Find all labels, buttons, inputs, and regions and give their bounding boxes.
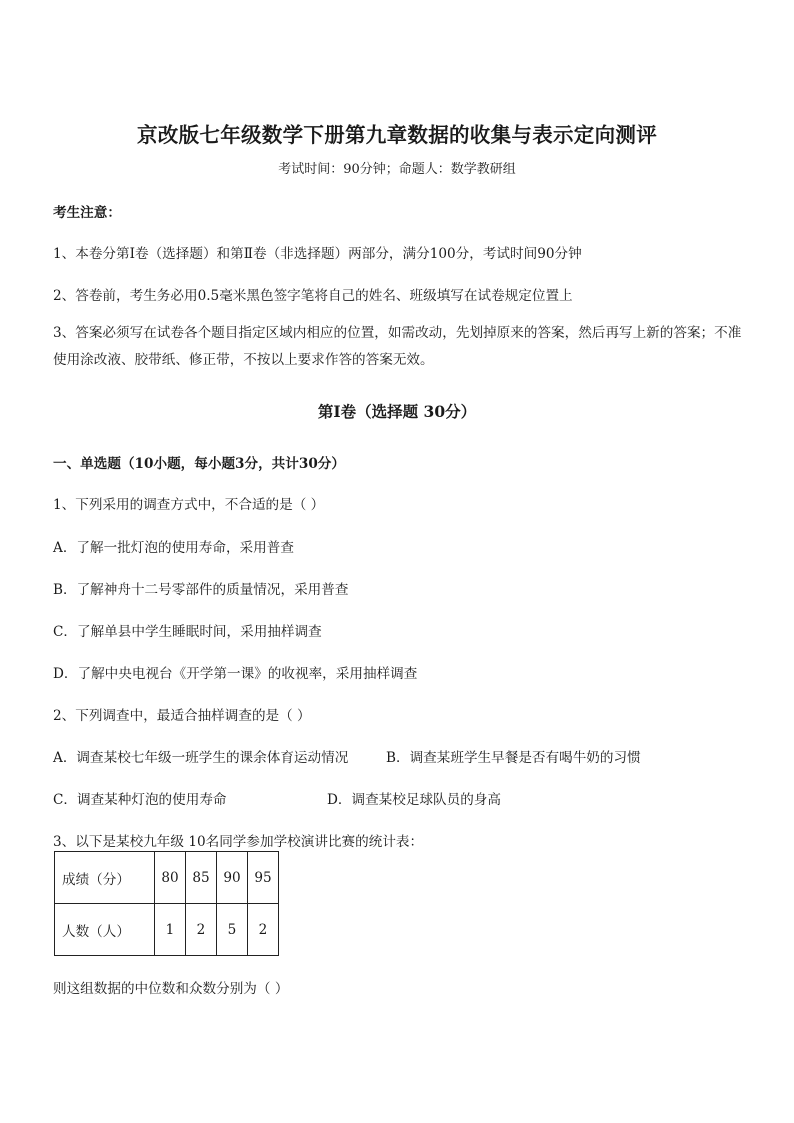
table-cell-score: 90 (217, 852, 248, 904)
question-3-followup: 则这组数据的中位数和众数分别为（ ） (53, 981, 289, 997)
exam-title: 京改版七年级数学下册第九章数据的收集与表示定向测评 (137, 123, 657, 147)
table-row (55, 852, 279, 904)
table-cell-count: 2 (186, 904, 217, 956)
table-cell-count: 1 (155, 904, 186, 956)
table-cell-count: 5 (217, 904, 248, 956)
table-cell-count: 2 (248, 904, 279, 956)
question-3-stem: 3、以下是某校九年级 10名同学参加学校演讲比赛的统计表： (53, 834, 424, 850)
question-1-option-a: A．了解一批灯泡的使用寿命，采用普查 (53, 540, 294, 556)
table-cell-count-label: 人数（人） (55, 904, 155, 956)
question-1-option-d: D．了解中央电视台《开学第一课》的收视率，采用抽样调查 (53, 666, 418, 682)
table-cell-score: 95 (248, 852, 279, 904)
table-row (55, 904, 279, 956)
question-1-option-c: C．了解单县中学生睡眠时间，采用抽样调查 (53, 624, 322, 640)
question-2-option-a: A．调查某校七年级一班学生的课余体育运动情况 (53, 750, 349, 766)
question-2-option-b: B．调查某班学生早餐是否有喝牛奶的习惯 (386, 750, 641, 766)
table-cell-score: 85 (186, 852, 217, 904)
question-2-option-c: C．调查某种灯泡的使用寿命 (53, 792, 227, 808)
exam-subtitle: 考试时间：90分钟；命题人：数学教研组 (278, 162, 516, 177)
part-heading: 一、单选题（10小题，每小题3分，共计30分） (53, 456, 345, 472)
question-1-option-b: B．了解神舟十二号零部件的质量情况，采用普查 (53, 582, 349, 598)
score-stats-table (54, 851, 279, 956)
table-cell-score: 80 (155, 852, 186, 904)
question-2-option-d: D．调查某校足球队员的身高 (327, 792, 502, 808)
notice-item-1: 1、本卷分第Ⅰ卷（选择题）和第Ⅱ卷（非选择题）两部分，满分100分，考试时间90分钟 (53, 246, 582, 262)
notice-heading: 考生注意： (53, 205, 121, 221)
table-cell-score-label: 成绩（分） (55, 852, 155, 904)
notice-item-3: 3、答案必须写在试卷各个题目指定区域内相应的位置，如需改动，先划掉原来的答案，然后再写上新的答案；不准使用涂改液、胶带纸、修正带，不按以上要求作答的答案无效。 (53, 325, 742, 368)
notice-item-2: 2、答卷前，考生务必用0.5毫米黑色签字笔将自己的姓名、班级填写在试卷规定位置上 (53, 288, 573, 304)
question-2-stem: 2、下列调查中，最适合抽样调查的是（ ） (53, 708, 311, 724)
section-title: 第Ⅰ卷（选择题 30分） (317, 402, 477, 421)
question-1-stem: 1、下列采用的调查方式中，不合适的是（ ） (53, 497, 325, 513)
